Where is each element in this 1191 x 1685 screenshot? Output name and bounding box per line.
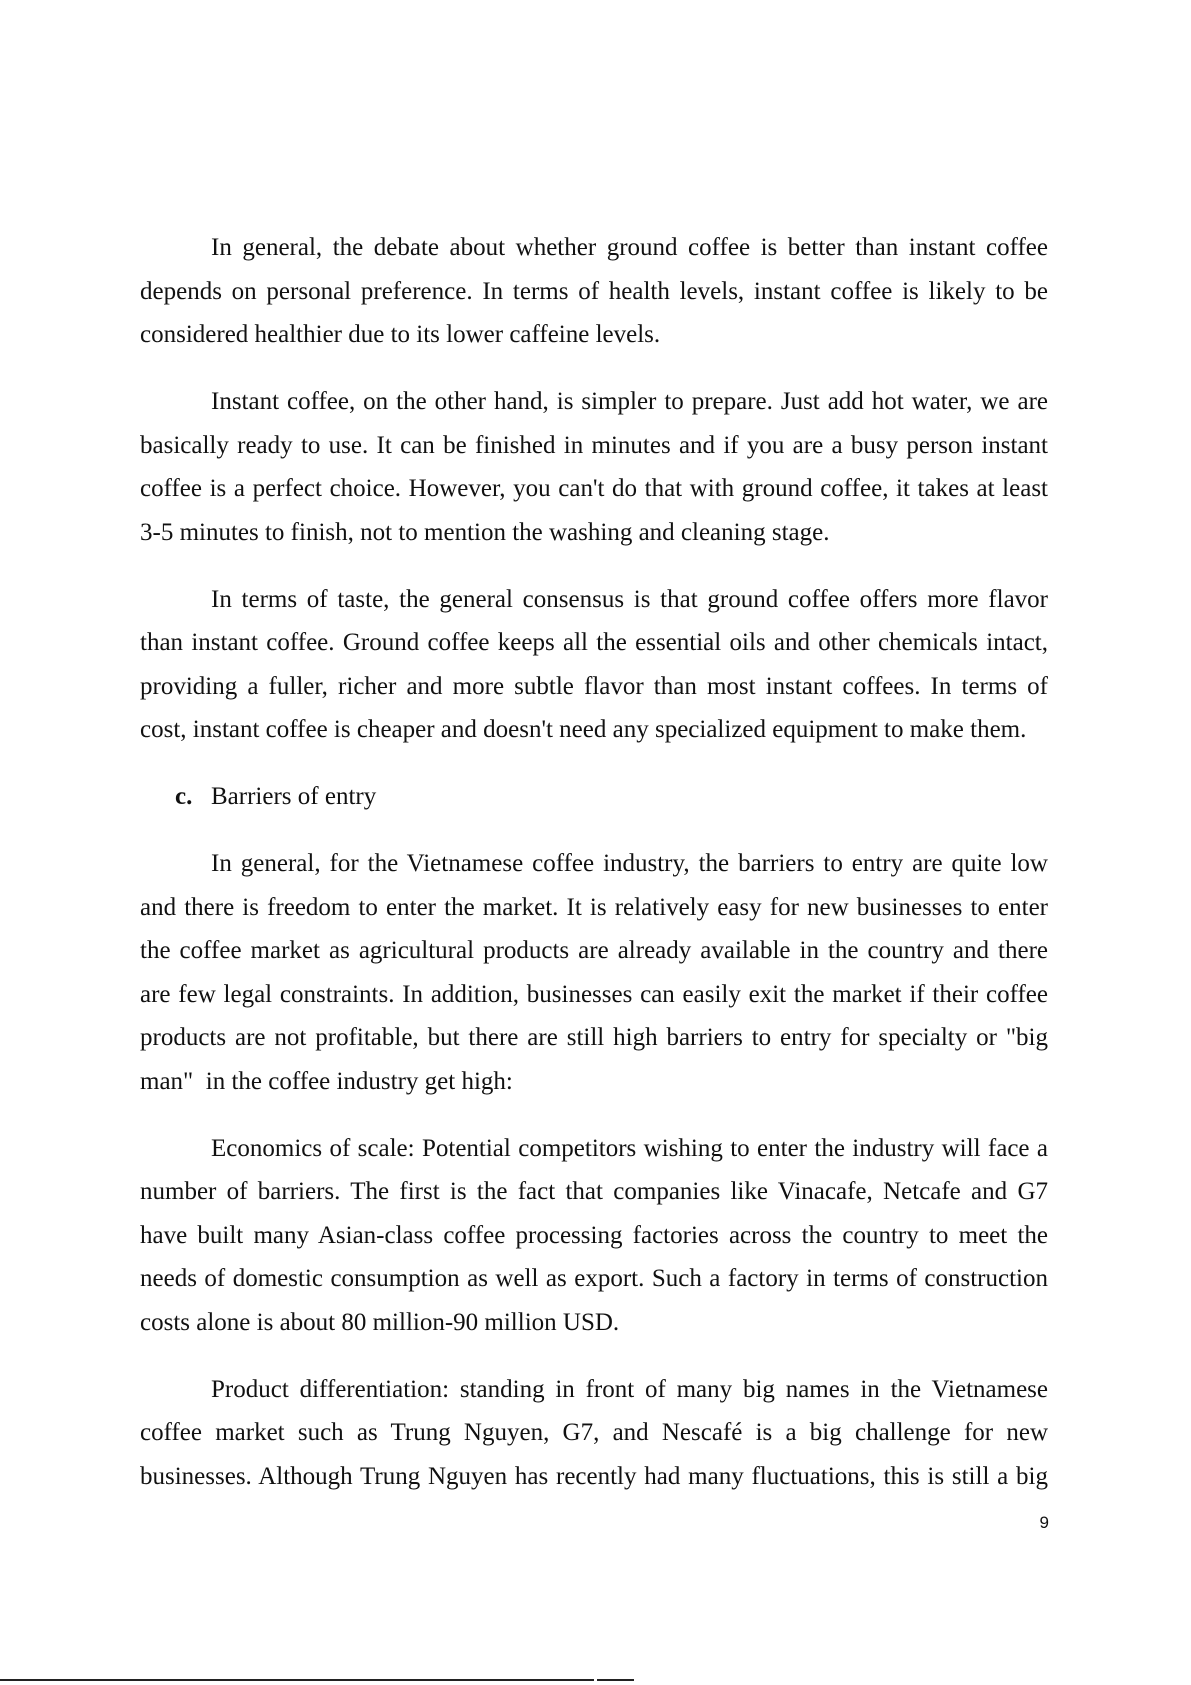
paragraph-coffee-debate — [140, 226, 1048, 357]
paragraph-line: In general, the debate about whether ground coffee is better than instant coffee — [211, 234, 1048, 261]
paragraph-line: man" in the coffee industry get high: — [140, 1067, 513, 1095]
paragraph-instant-coffee — [140, 380, 1048, 554]
paragraph-line: Product differentiation: standing in front of many big names in the Vietnamese — [211, 1375, 1048, 1403]
paragraph-line: products are not profitable, but there are still high barriers to entry for specialty or "big — [140, 1024, 1048, 1051]
paragraph-line: basically ready to use. It can be finished in minutes and if you are a busy person instant — [140, 431, 1048, 459]
section-title: Barriers of entry — [211, 783, 377, 810]
paragraph-line: Economics of scale: Potential competitors wishing to enter the industry will face a — [211, 1134, 1048, 1162]
footer-rule — [0, 1679, 594, 1681]
paragraph-line: providing a fuller, richer and more subtle flavor than most instant coffees. In terms of — [140, 672, 1048, 700]
paragraph-line: are few legal constraints. In addition, businesses can easily exit the market if their coffee — [140, 980, 1048, 1008]
document-body — [140, 226, 1048, 1522]
paragraph-line: coffee is a perfect choice. However, you can't do that with ground coffee, it takes at least — [140, 475, 1048, 502]
section-heading — [140, 775, 1048, 819]
paragraph-line: cost, instant coffee is cheaper and doesn't need any specialized equipment to make them. — [140, 716, 1027, 743]
paragraph-line: have built many Asian-class coffee processing factories across the country to meet the — [140, 1221, 1048, 1249]
paragraph-line: Instant coffee, on the other hand, is simpler to prepare. Just add hot water, we are — [211, 388, 1048, 415]
paragraph-line: needs of domestic consumption as well as export. Such a factory in terms of construction — [140, 1265, 1048, 1292]
paragraph-line: coffee market such as Trung Nguyen, G7, and Nescafé is a big challenge for new — [140, 1419, 1048, 1446]
paragraph-line: 3-5 minutes to finish, not to mention the washing and cleaning stage. — [140, 518, 830, 546]
paragraph-line: and there is freedom to enter the market. It is relatively easy for new businesses to enter — [140, 893, 1048, 921]
paragraph-line: costs alone is about 80 million-90 million USD. — [140, 1308, 620, 1336]
paragraph-line: the coffee market as agricultural products are already available in the country and there — [140, 937, 1048, 964]
footer-rule-segment — [597, 1679, 634, 1681]
section-marker: c. — [175, 783, 193, 810]
paragraph-line: businesses. Although Trung Nguyen has recently had many fluctuations, this is still a big — [140, 1462, 1048, 1490]
paragraph-product-differentiation — [140, 1368, 1048, 1499]
paragraph-line: number of barriers. The first is the fact that companies like Vinacafe, Netcafe and G7 — [140, 1178, 1048, 1205]
paragraph-line: than instant coffee. Ground coffee keeps all the essential oils and other chemicals intact, — [140, 629, 1048, 656]
paragraph-barriers-overview — [140, 842, 1048, 1103]
paragraph-line: depends on personal preference. In terms of health levels, instant coffee is likely to be — [140, 277, 1048, 305]
paragraph-line: In general, for the Vietnamese coffee industry, the barriers to entry are quite low — [211, 850, 1048, 877]
paragraph-line: considered healthier due to its lower caffeine levels. — [140, 321, 661, 348]
paragraph-taste-cost — [140, 578, 1048, 752]
paragraph-line: In terms of taste, the general consensus is that ground coffee offers more flavor — [211, 585, 1048, 613]
page-number: 9 — [1039, 1513, 1049, 1532]
paragraph-economics-of-scale — [140, 1127, 1048, 1345]
